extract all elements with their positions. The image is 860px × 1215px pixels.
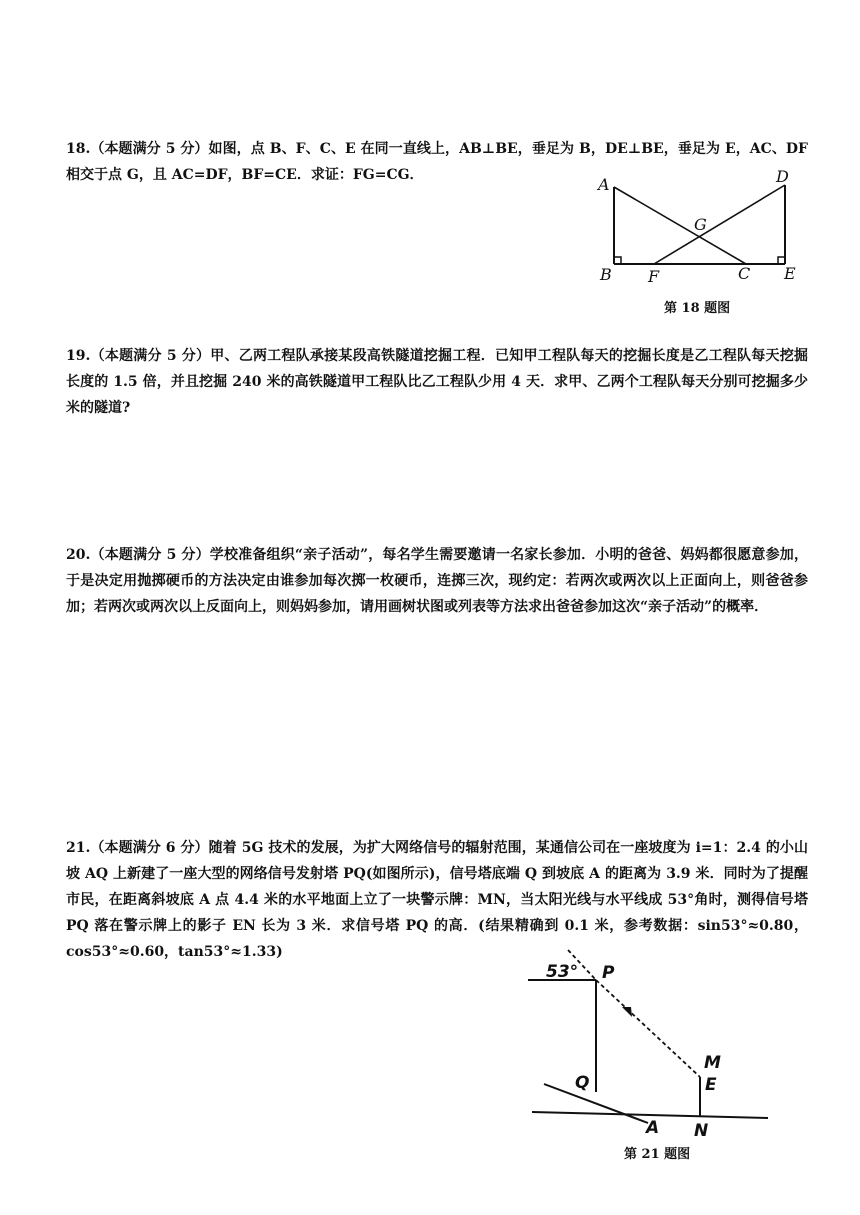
label-d: D bbox=[776, 167, 789, 186]
label-e: E bbox=[784, 264, 796, 283]
problem-21-text: 21.（本题满分 6 分）随着 5G 技术的发展，为扩大网络信号的辐射范围，某通信公司在一座坡度为 i=1：2.4 的小山坡 AQ 上新建了一座大型的网络信号发射塔 PQ(如图所示)，信号塔底端 Q 到坡底 A 的距离为 3.9 米．同时为了提醒市民，在距离斜坡底 A 点 4.4 米的水平地面上立了一块警示牌：MN，当太阳光线与水平线成 53°角时，测得信号塔 PQ 落在警示牌上的影子 EN 长为 3 米．求信号塔 PQ 的高．(结果精确到 0.1 米，参考数据：sin53°≈0.80，cos53°≈0.60，tan53°≈1.33) bbox=[66, 840, 808, 960]
label-a: A bbox=[646, 1118, 660, 1138]
figure-18 bbox=[596, 167, 806, 286]
label-n: N bbox=[694, 1121, 709, 1141]
label-p: P bbox=[602, 963, 615, 983]
problem-18-text: 18.（本题满分 5 分）如图，点 B、F、C、E 在同一直线上，AB⊥BE，垂足为 B，DE⊥BE，垂足为 E，AC、DF 相交于点 G，且 AC=DF，BF=CE．求证：FG=CG． bbox=[66, 141, 808, 183]
label-b: B bbox=[600, 265, 612, 284]
label-a: A bbox=[598, 175, 610, 194]
label-q: Q bbox=[575, 1073, 590, 1093]
label-g: G bbox=[694, 215, 707, 234]
problem-20-text: 20.（本题满分 5 分）学校准备组织“亲子活动”，每名学生需要邀请一名家长参加．小明的爸爸、妈妈都很愿意参加，于是决定用抛掷硬币的方法决定由谁参加每次掷一枚硬币，连掷三次，现约定：若两次或两次以上正面向上，则爸爸参加；若两次或两次以上反面向上，则妈妈参加，请用画树状图或列表等方法求出爸爸参加这次“亲子活动”的概率． bbox=[66, 547, 808, 615]
figure-21-caption: 第 21 题图 bbox=[624, 1147, 691, 1162]
label-f: F bbox=[648, 267, 660, 286]
figure-21 bbox=[528, 950, 778, 1140]
label-m: M bbox=[704, 1053, 721, 1073]
problem-19-text: 19.（本题满分 5 分）甲、乙两工程队承接某段高铁隧道挖掘工程．已知甲工程队每天的挖掘长度是乙工程队每天挖掘长度的 1.5 倍，并且挖掘 240 米的高铁隧道甲工程队比乙工程队少用 4 天．求甲、乙两个工程队每天分别可挖掘多少米的隧道? bbox=[66, 348, 808, 416]
figure-18-caption: 第 18 题图 bbox=[664, 301, 731, 316]
angle-53-label: 53° bbox=[546, 962, 579, 982]
label-e: E bbox=[705, 1075, 717, 1095]
label-c: C bbox=[738, 264, 751, 283]
